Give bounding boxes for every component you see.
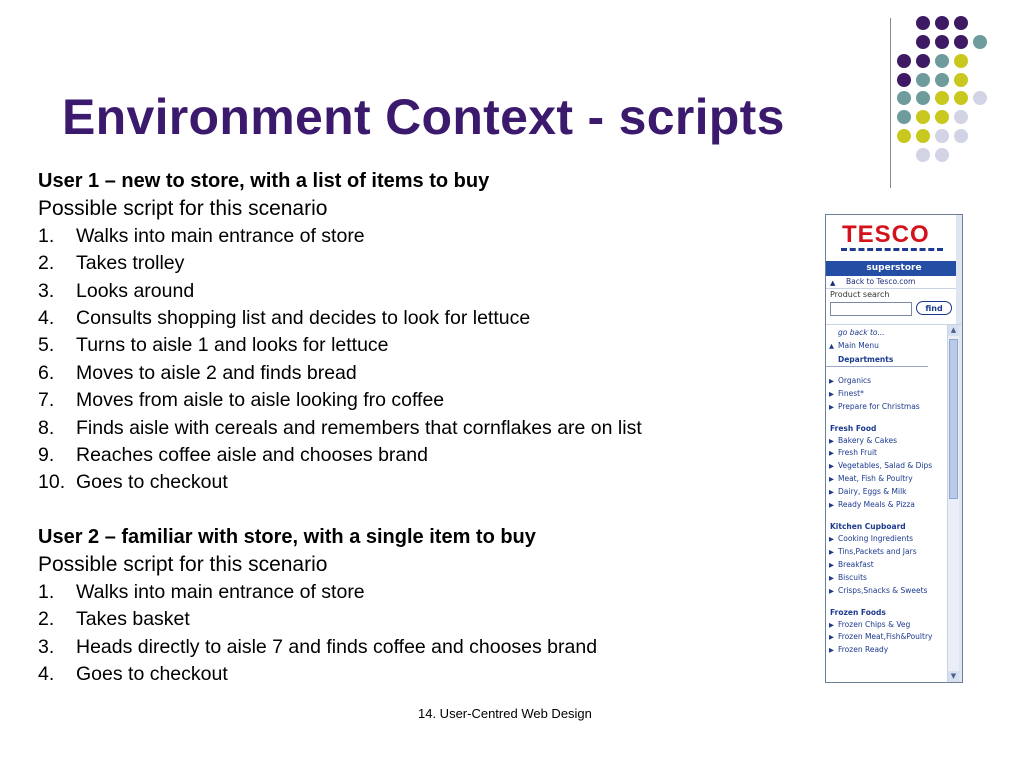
menu-item[interactable]: ▶ Cooking Ingredients [826, 533, 948, 546]
menu-item[interactable]: ▶ Dairy, Eggs & Milk [826, 486, 948, 499]
tesco-site-screenshot [825, 214, 963, 683]
decorative-dot [897, 91, 911, 105]
list-item: 2. Takes basket [38, 608, 190, 631]
decorative-dot [954, 129, 968, 143]
menu-item[interactable]: ▶ Tins,Packets and Jars [826, 546, 948, 559]
menu-item[interactable]: ▶ Prepare for Christmas [826, 401, 948, 414]
decorative-dot [916, 35, 930, 49]
arrow-right-icon: ▶ [829, 475, 834, 484]
slide-footer: 14. User-Centred Web Design [418, 706, 592, 721]
slide-title: Environment Context - scripts [62, 89, 785, 145]
list-item: 7. Moves from aisle to aisle looking fro coffee [38, 389, 445, 412]
go-back-link[interactable]: go back to... [838, 328, 885, 337]
list-item: 6. Moves to aisle 2 and finds bread [38, 361, 357, 384]
decorative-dot [954, 35, 968, 49]
menu-item[interactable]: ▶ Meat, Fish & Poultry [826, 473, 948, 486]
arrow-right-icon: ▶ [829, 402, 834, 411]
menu-item[interactable]: ▶ Frozen Meat,Fish&Poultry [826, 631, 948, 644]
menu-item[interactable]: ▶ Bakery & Cakes [826, 435, 948, 448]
decorative-dot [916, 54, 930, 68]
menu-item[interactable]: ▶ Finest* [826, 388, 948, 401]
decorative-dot [954, 91, 968, 105]
arrow-right-icon: ▶ [829, 573, 834, 582]
slide-body [38, 168, 798, 688]
list-item: 9. Reaches coffee aisle and chooses brand [38, 444, 428, 467]
fresh-food-heading: Fresh Food [830, 423, 877, 433]
user1-subheading: Possible script for this scenario [38, 197, 328, 221]
decorative-dot [897, 129, 911, 143]
decorative-dot [916, 148, 930, 162]
decorative-dot [935, 35, 949, 49]
search-label: Product search [826, 288, 962, 300]
arrow-right-icon: ▶ [829, 389, 834, 398]
decorative-dot [973, 35, 987, 49]
user2-subheading: Possible script for this scenario [38, 553, 328, 577]
superstore-banner: superstore [826, 261, 962, 276]
decorative-dot [935, 129, 949, 143]
arrow-right-icon: ▶ [829, 560, 834, 569]
main-menu-link[interactable]: ▲ Main Menu [826, 340, 948, 353]
menu-item[interactable]: ▶ Breakfast [826, 559, 948, 572]
decorative-dot [916, 91, 930, 105]
tesco-logo-stripes [841, 248, 943, 254]
arrow-right-icon: ▶ [829, 646, 834, 655]
arrow-right-icon: ▶ [829, 620, 834, 629]
find-button[interactable]: find [916, 301, 952, 315]
menu-item[interactable]: ▶ Frozen Chips & Veg [826, 619, 948, 632]
list-item: 4. Goes to checkout [38, 662, 228, 685]
menu-item[interactable]: ▶ Vegetables, Salad & Dips [826, 460, 948, 473]
decorative-dot [897, 54, 911, 68]
list-item: 1. Walks into main entrance of store [38, 580, 365, 603]
departments-heading: Departments [826, 353, 928, 367]
list-item: 10. Goes to checkout [38, 471, 228, 494]
list-item: 3. Heads directly to aisle 7 and finds coffee and chooses brand [38, 635, 598, 658]
search-row [826, 300, 962, 320]
search-input[interactable] [830, 302, 912, 316]
decorative-dot [897, 110, 911, 124]
back-link[interactable]: ▲ Back to Tesco.com [830, 277, 916, 287]
arrow-right-icon: ▶ [829, 488, 834, 497]
list-item: 2. Takes trolley [38, 252, 185, 275]
list-item: 5. Turns to aisle 1 and looks for lettuce [38, 334, 389, 357]
user1-steps [38, 223, 798, 497]
scroll-thumb[interactable] [949, 339, 958, 499]
list-item: 1. Walks into main entrance of store [38, 224, 365, 247]
decorative-dot [935, 110, 949, 124]
menu-list [826, 325, 948, 657]
arrow-right-icon: ▶ [829, 376, 834, 385]
decorative-dot [897, 73, 911, 87]
decorative-dot [935, 73, 949, 87]
menu-item[interactable]: ▶ Organics [826, 375, 948, 388]
decorative-dot [954, 54, 968, 68]
list-item: 4. Consults shopping list and decides to look for lettuce [38, 307, 531, 330]
arrow-right-icon: ▶ [829, 534, 834, 543]
list-item: 8. Finds aisle with cereals and remembers that cornflakes are on list [38, 416, 642, 439]
up-arrow-icon: ▲ [830, 279, 836, 287]
decorative-dot [954, 73, 968, 87]
frozen-foods-heading: Frozen Foods [830, 607, 886, 617]
decorative-dot [935, 16, 949, 30]
arrow-right-icon: ▶ [829, 501, 834, 510]
menu-item[interactable]: ▶ Ready Meals & Pizza [826, 499, 948, 512]
tesco-logo: TESCO [842, 221, 930, 248]
user1-heading: User 1 – new to store, with a list of items to buy [38, 170, 490, 192]
scroll-up-icon[interactable]: ▲ [948, 325, 959, 336]
list-item: 3. Looks around [38, 279, 195, 302]
arrow-right-icon: ▶ [829, 449, 834, 458]
decorative-dot [916, 16, 930, 30]
kitchen-cupboard-heading: Kitchen Cupboard [830, 521, 906, 531]
arrow-right-icon: ▶ [829, 462, 834, 471]
decorative-dot [916, 73, 930, 87]
tesco-logo-area [826, 215, 962, 261]
decorative-dot [916, 110, 930, 124]
decorative-dot [954, 110, 968, 124]
user2-heading: User 2 – familiar with store, with a single item to buy [38, 525, 536, 548]
decorative-dot [935, 54, 949, 68]
decorative-dot [954, 16, 968, 30]
arrow-right-icon: ▶ [829, 436, 834, 445]
decorative-dot [935, 91, 949, 105]
menu-item[interactable]: ▶ Biscuits [826, 572, 948, 585]
arrow-right-icon: ▶ [829, 547, 834, 556]
arrow-right-icon: ▶ [829, 633, 834, 642]
decorative-dot [973, 91, 987, 105]
user2-steps [38, 579, 798, 689]
menu-item[interactable]: ▶ Crisps,Snacks & Sweets [826, 585, 948, 598]
up-arrow-icon: ▲ [829, 341, 834, 350]
scroll-down-icon[interactable]: ▼ [948, 671, 959, 682]
decorative-dot [935, 148, 949, 162]
arrow-right-icon: ▶ [829, 586, 834, 595]
menu-item[interactable]: ▶ Fresh Fruit [826, 447, 948, 460]
menu-scrollbar[interactable] [947, 325, 959, 682]
tesco-menu [826, 324, 962, 683]
decorative-dot [916, 129, 930, 143]
menu-item[interactable]: ▶ Frozen Ready [826, 644, 948, 657]
